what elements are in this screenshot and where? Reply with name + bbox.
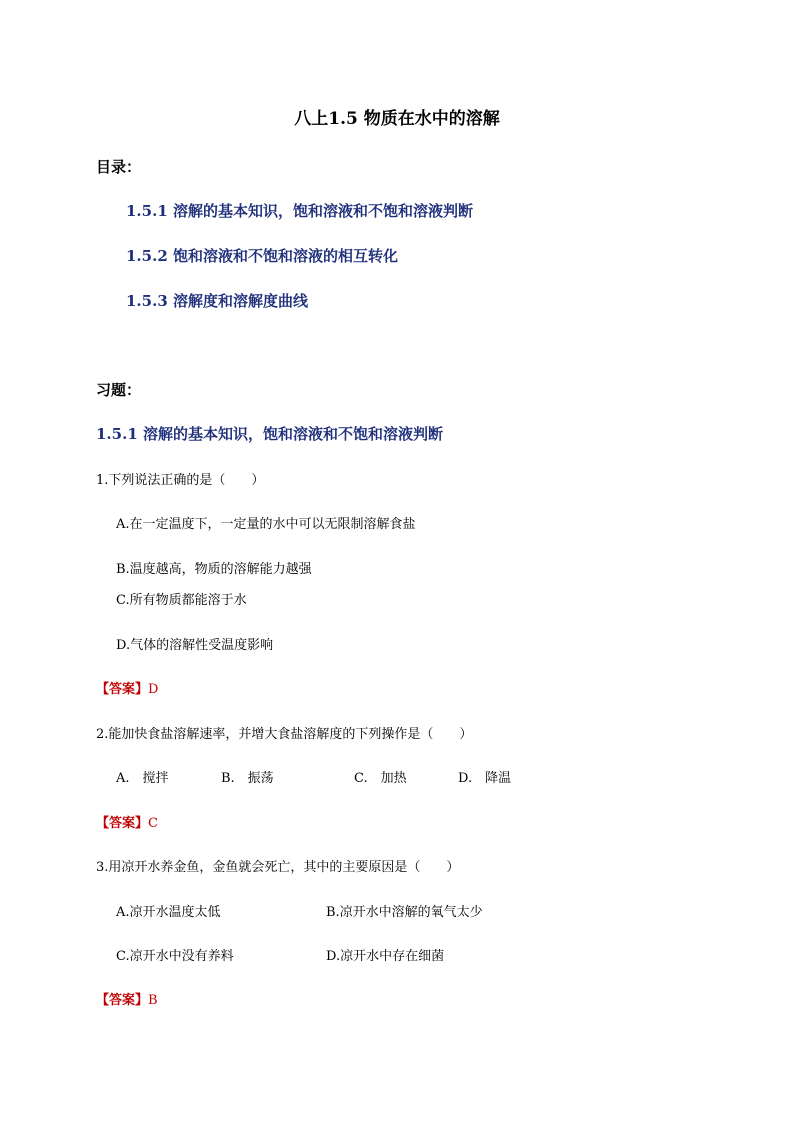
toc-item-1[interactable]: 1.5.1 溶解的基本知识，饱和溶液和不饱和溶液判断 bbox=[126, 202, 473, 220]
toc-item-3[interactable]: 1.5.3 溶解度和溶解度曲线 bbox=[126, 292, 308, 310]
question-3-option-b: B.凉开水中溶解的氧气太少 bbox=[326, 905, 483, 920]
question-1-option-d: D.气体的溶解性受温度影响 bbox=[116, 638, 274, 653]
page-title: 八上1.5 物质在水中的溶解 bbox=[294, 109, 500, 129]
answer-label: 【答案】 bbox=[96, 682, 149, 697]
exercises-heading: 习题： bbox=[96, 381, 142, 399]
answer-value: D bbox=[148, 682, 159, 697]
answer-label: 【答案】 bbox=[96, 993, 149, 1008]
answer-value: B bbox=[148, 993, 158, 1008]
question-1-option-b: B.温度越高，物质的溶解能力越强 bbox=[116, 562, 312, 577]
toc-item-2[interactable]: 1.5.2 饱和溶液和不饱和溶液的相互转化 bbox=[126, 247, 398, 265]
toc-heading: 目录： bbox=[96, 158, 142, 176]
question-1-answer bbox=[96, 678, 158, 697]
question-3-option-c: C.凉开水中没有养料 bbox=[116, 949, 234, 964]
question-2-option-a: A. 搅拌 bbox=[116, 771, 169, 786]
answer-value: C bbox=[148, 816, 158, 831]
question-2-option-c: C. 加热 bbox=[354, 771, 407, 786]
question-2-answer bbox=[96, 812, 158, 831]
question-1-option-a: A.在一定温度下，一定量的水中可以无限制溶解食盐 bbox=[116, 517, 416, 532]
question-3-option-a: A.凉开水温度太低 bbox=[116, 905, 221, 920]
question-2-stem: 2.能加快食盐溶解速率，并增大食盐溶解度的下列操作是（ ） bbox=[96, 727, 473, 742]
question-1-option-c: C.所有物质都能溶于水 bbox=[116, 593, 247, 608]
answer-label: 【答案】 bbox=[96, 816, 149, 831]
question-3-option-d: D.凉开水中存在细菌 bbox=[326, 949, 445, 964]
section-title: 1.5.1 溶解的基本知识，饱和溶液和不饱和溶液判断 bbox=[96, 425, 443, 443]
question-2-option-d: D. 降温 bbox=[458, 771, 512, 786]
question-1-stem: 1.下列说法正确的是（ ） bbox=[96, 473, 265, 488]
question-3-answer bbox=[96, 989, 158, 1008]
question-3-stem: 3.用凉开水养金鱼，金鱼就会死亡，其中的主要原因是（ ） bbox=[96, 860, 460, 875]
question-2-option-b: B. 振荡 bbox=[221, 771, 274, 786]
